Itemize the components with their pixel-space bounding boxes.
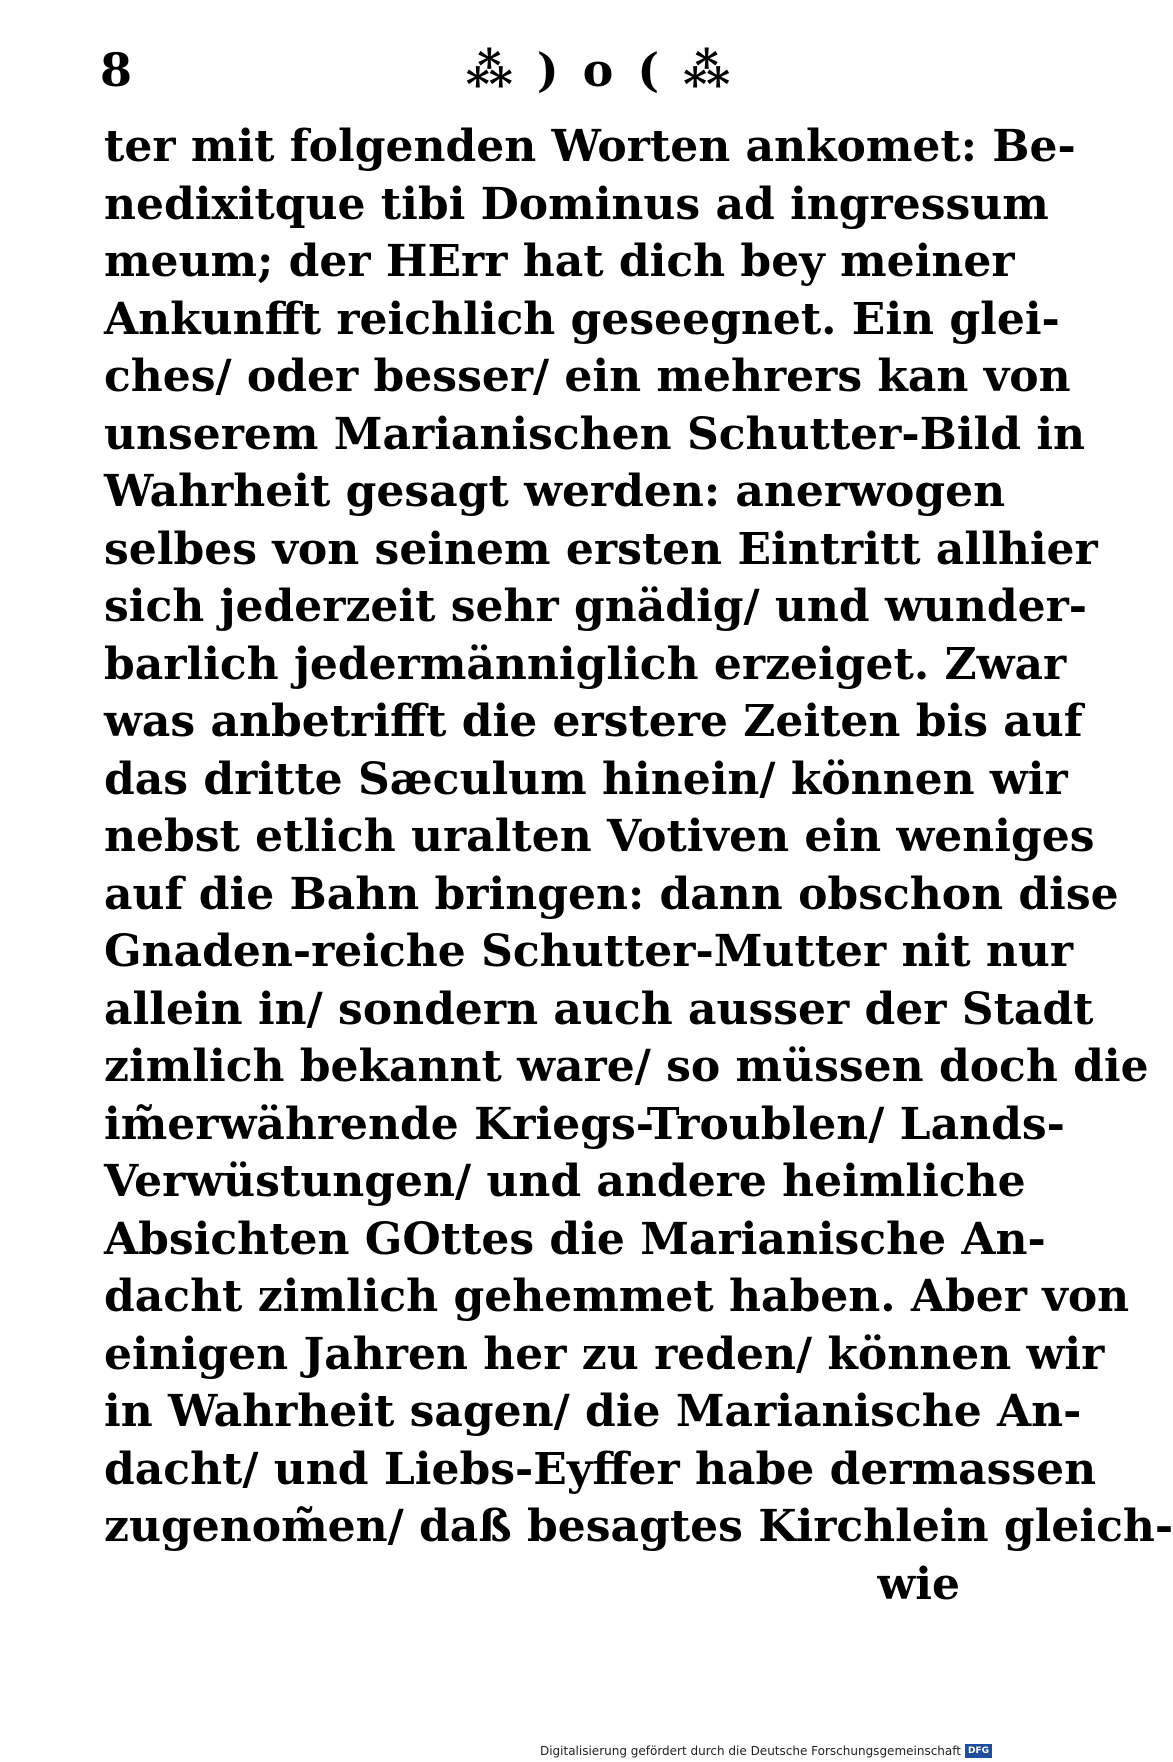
text-line: Wahrheit gesagt werden: anerwogen (104, 466, 1006, 517)
page-number: 8 (100, 43, 133, 97)
dfg-logo-icon: DFG (965, 1744, 992, 1758)
text-line: dacht/ und Liebs-Eyffer habe dermassen (104, 1443, 1097, 1495)
text-line: wie (877, 1558, 960, 1610)
text-line: auf die Bahn bringen: dann obschon dise (104, 868, 1119, 920)
text-line: in Wahrheit sagen/ die Marianische An- (104, 1386, 1082, 1437)
text-line: allein in/ sondern auch ausser der Stadt (104, 983, 1094, 1035)
text-line: das dritte Sæculum hinein/ können wir (104, 753, 1068, 805)
text-line: Ankunfft reichlich geseegnet. Ein glei- (104, 293, 1060, 345)
text-line: nedixitque tibi Dominus ad ingressum (104, 178, 1049, 230)
header-ornament: ⁂ ) o ( ⁂ (465, 43, 735, 97)
text-line: im̃erwährende Kriegs-Troublen/ Lands- (104, 1098, 1065, 1150)
text-line: zimlich bekannt ware/ so müssen doch die (104, 1041, 1149, 1092)
text-line: dacht zimlich gehemmet haben. Aber von (104, 1271, 1130, 1322)
text-line: ches/ oder besser/ ein mehrers kan von (104, 351, 1071, 402)
text-line: ter mit folgenden Worten ankomet: Be- (104, 121, 1076, 172)
text-line: zugenom̃en/ daß besagtes Kirchlein gleich- (104, 1501, 1173, 1552)
text-line: meum; der HErr hat dich bey meiner (104, 236, 1015, 287)
text-line: selbes von seinem ersten Eintritt allhier (104, 523, 1098, 575)
text-line: nebst etlich uralten Votiven ein weniges (104, 811, 1095, 862)
text-line: Absichten GOttes die Marianische An- (104, 1213, 1046, 1265)
text-line: unserem Marianischen Schutter-Bild in (104, 408, 1086, 460)
credit-text: Digitalisierung gefördert durch die Deutsche Forschungsgemeinschaft (539, 1744, 961, 1758)
body-text (104, 118, 1173, 1613)
text-line: einigen Jahren her zu reden/ können wir (104, 1328, 1105, 1380)
text-line: was anbetrifft die erstere Zeiten bis auf (104, 696, 1083, 747)
page-header (100, 40, 960, 100)
text-line: Verwüstungen/ und andere heimliche (104, 1156, 1026, 1207)
digitization-credit (540, 1744, 992, 1758)
text-line: Gnaden-reiche Schutter-Mutter nit nur (104, 926, 1074, 977)
text-line: barlich jedermänniglich erzeiget. Zwar (104, 638, 1067, 690)
text-line: sich jederzeit sehr gnädig/ und wunder- (104, 581, 1088, 632)
